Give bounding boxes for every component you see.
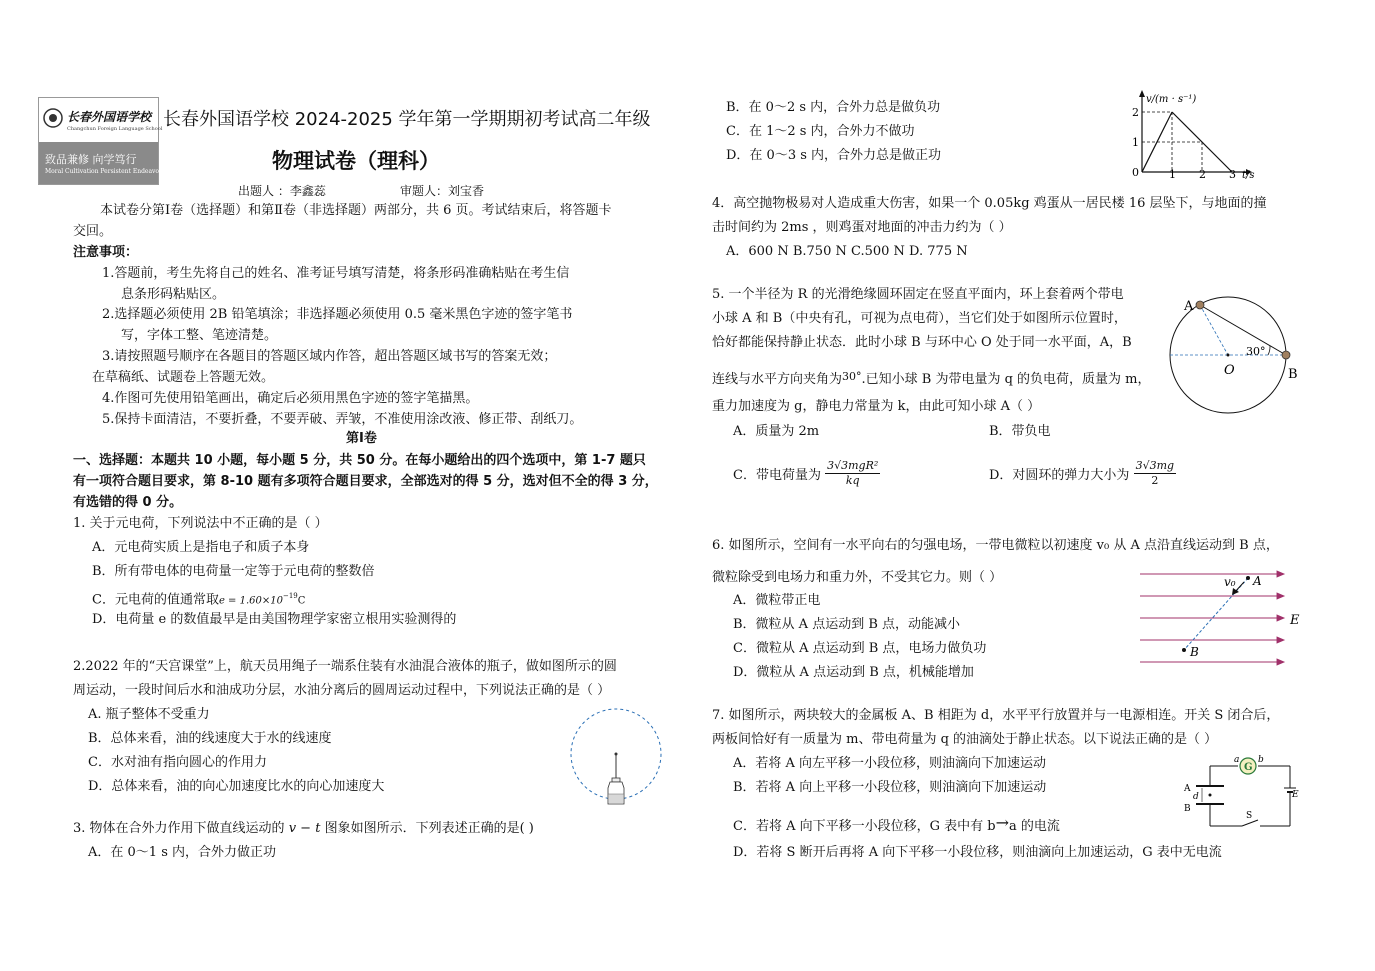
q4-stem-1: 4．高空抛物极易对人造成重大伤害，如果一个 0.05kg 鸡蛋从一居民楼 16 层坠下，与地面的撞 — [712, 196, 1267, 211]
reviewer: 审题人：刘宝香 — [400, 184, 485, 198]
note-4: 4.作图可先使用铅笔画出，确定后必须用黑色字迹的签字笔描黑。 — [102, 391, 479, 406]
q5-stem-3: 恰好都能保持静止状态．此时小球 B 与环中心 O 处于同一水平面，A，B — [712, 335, 1132, 350]
notes-title: 注意事项： — [73, 245, 139, 260]
q5-label-o: O — [1224, 363, 1235, 378]
logo-school-en: Changchun Foreign Language School — [67, 126, 163, 132]
q1-option-a: A．元电荷实质上是指电子和质子本身 — [92, 540, 310, 555]
q5-option-d: D．对圆环的弹力大小为 $\frac{3√3mg}{2}$ — [989, 459, 1175, 487]
q6-label-e: E — [1290, 613, 1300, 628]
q7-circuit-figure — [1180, 754, 1304, 834]
q3-option-a: A．在 0～1 s 内，合外力做正功 — [88, 845, 276, 860]
q3-graph-ytick-2: 2 — [1132, 106, 1139, 119]
section-1-desc-2: 有一项符合题目要求，第 8-10 题有多项符合题目要求，全部选对的得 5 分，选对但不全的得 3 分， — [73, 474, 658, 489]
note-2a: 2.选择题必须使用 2B 铅笔填涂；非选择题必须使用 0.5 毫米黑色字迹的签字笔书 — [102, 307, 573, 322]
q7-label-e: E — [1292, 790, 1299, 800]
q6-option-a: A．微粒带正电 — [733, 593, 821, 608]
section-1-title: 第Ⅰ卷 — [346, 431, 377, 446]
logo-motto-area — [39, 142, 162, 184]
note-2b: 写，字体工整、笔迹清楚。 — [121, 328, 278, 343]
q5-label-a: A — [1184, 299, 1194, 314]
school-logo — [38, 97, 163, 185]
q3-graph-xtick-3: 3 — [1229, 168, 1236, 180]
q1-option-d: D．电荷量 e 的数值最早是由美国物理学家密立根用实验测得的 — [92, 612, 457, 627]
q6-label-v0: v₀ — [1224, 575, 1236, 589]
q3-graph-xtick-2: 2 — [1199, 168, 1206, 180]
q2-option-b: B．总体来看，油的线速度大于水的线速度 — [88, 731, 332, 746]
q2-option-a: A. 瓶子整体不受重力 — [88, 707, 210, 722]
q6-option-b: B．微粒从 A 点运动到 B 点，动能减小 — [733, 617, 961, 632]
q6-stem-1: 6. 如图所示，空间有一水平向右的匀强电场，一带电微粒以初速度 v₀ 从 A 点沿直线运动到 B 点， — [712, 538, 1279, 553]
q3-option-c: C．在 1～2 s 内，合外力不做功 — [726, 124, 915, 139]
q1-option-c: C．元电荷的值通常取$e = 1.60\times 10^{-19}C$ — [92, 592, 306, 608]
q7-option-d: D．若将 S 断开后再将 A 向下平移一小段位移，则油滴向上加速运动，G 表中无电流 — [733, 845, 1222, 860]
q3-graph-xlabel: t/s — [1242, 170, 1255, 180]
q5-option-a: A．质量为 2m — [733, 424, 820, 439]
q2-option-c: C．水对油有指向圆心的作用力 — [88, 755, 267, 770]
q3-graph-xtick-0: 0 — [1132, 166, 1139, 179]
note-3b: 在草稿纸、试题卷上答题无效。 — [92, 370, 275, 385]
q2-stem-2: 周运动，一段时间后水和油成功分层，水油分离后的圆周运动过程中，下列说法正确的是（ ） — [73, 683, 611, 698]
q2-option-d: D．总体来看，油的向心加速度比水的向心加速度大 — [88, 779, 385, 794]
q6-option-c: C．微粒从 A 点运动到 B 点，电场力做负功 — [733, 641, 987, 656]
q5-stem-1: 5. 一个半径为 R 的光滑绝缘圆环固定在竖直平面内，环上套着两个带电 — [712, 287, 1124, 302]
exam-title: 长春外国语学校 2024-2025 学年第一学期期初考试高二年级 — [163, 109, 651, 130]
logo-school-cn: 长春外国语学校 — [67, 110, 152, 124]
q2-figure-bottle-circle — [568, 706, 664, 810]
q7-label-s: S — [1246, 811, 1253, 821]
q5-label-angle: 30° — [1246, 345, 1266, 358]
q7-plate-b: B — [1184, 804, 1191, 814]
q3-option-d: D．在 0～3 s 内，合外力总是做正功 — [726, 148, 942, 163]
q7-option-a: A．若将 A 向左平移一小段位移，则油滴向下加速运动 — [733, 756, 1047, 771]
q2-stem-1: 2.2022 年的“天宫课堂”上，航天员用绳子一端系住装有水油混合液体的瓶子，做如图所示的圆 — [73, 659, 617, 674]
q7-label-b: b — [1258, 755, 1264, 765]
q5-option-c: C．带电荷量为 3√3mgR² kq — [733, 459, 879, 487]
q3-graph-ylabel: v/(m · s⁻¹) — [1146, 94, 1197, 105]
q3-option-b: B．在 0～2 s 内，合外力总是做负功 — [726, 100, 941, 115]
q3-graph-xtick-1: 1 — [1169, 168, 1176, 180]
exam-subtitle: 物理试卷（理科） — [272, 149, 440, 173]
intro-line-2: 交回。 — [73, 224, 113, 239]
q7-label-a: a — [1234, 755, 1240, 765]
q7-option-b: B．若将 A 向上平移一小段位移，则油滴向下加速运动 — [733, 780, 1047, 795]
q6-stem-2: 微粒除受到电场力和重力外，不受其它力。则（ ） — [712, 570, 1003, 585]
logo-motto-en: Moral Cultivation Persistent Endeavor — [45, 168, 162, 175]
section-1-desc-3: 有选错的得 0 分。 — [73, 495, 183, 510]
q6-option-d: D．微粒从 A 点运动到 B 点，机械能增加 — [733, 665, 974, 680]
q6-label-b: B — [1190, 645, 1199, 659]
logo-emblem-area — [39, 98, 163, 142]
logo-motto-cn: 致品兼修 向学笃行 — [45, 153, 137, 166]
q7-stem-1: 7. 如图所示，两块较大的金属板 A、B 相距为 d，水平平行放置并与一电源相连。开关 S 闭合后， — [712, 708, 1280, 723]
q5-stem-2: 小球 A 和 B（中央有孔，可视为点电荷），当它们处于如图所示位置时， — [712, 311, 1127, 326]
q3-vt-graph — [1130, 88, 1262, 180]
intro-line-1: 本试卷分第Ⅰ卷（选择题）和第Ⅱ卷（非选择题）两部分，共 6 页。考试结束后，将答题卡 — [100, 203, 612, 218]
note-5: 5.保持卡面清洁，不要折叠，不要弄破、弄皱，不准使用涂改液、修正带、刮纸刀。 — [102, 412, 583, 427]
q1-option-b: B．所有带电体的电荷量一定等于元电荷的整数倍 — [92, 564, 375, 579]
q7-stem-2: 两板间恰好有一质量为 m、带电荷量为 q 的油滴处于静止状态。以下说法正确的是（ ） — [712, 732, 1218, 747]
q6-field-figure — [1140, 568, 1304, 668]
q5-stem-4: 连线与水平方向夹角为$^{30^\circ}$.已知小球 B 为带电量为 q 的负电荷，质量为 m， — [712, 370, 1151, 387]
q4-stem-2: 击时间约为 2ms ，则鸡蛋对地面的冲击力约为（ ） — [712, 220, 1012, 235]
author: 出题人 ：李鑫蕊 — [238, 184, 326, 198]
q7-plate-a: A — [1184, 784, 1191, 794]
q5-ring-figure — [1168, 290, 1304, 420]
q6-label-a: A — [1253, 574, 1262, 588]
q5-option-b: B．带负电 — [989, 424, 1051, 439]
q5-stem-5: 重力加速度为 g，静电力常量为 k，由此可知小球 A（ ） — [712, 399, 1041, 414]
q4-options: A．600 N B.750 N C.500 N D. 775 N — [726, 244, 968, 259]
q7-option-c: C．若将 A 向下平移一小段位移，G 表中有 b→a 的电流 — [733, 813, 1060, 834]
note-1a: 1.答题前，考生先将自己的姓名、准考证号填写清楚，将条形码准确粘贴在考生信 — [102, 266, 570, 281]
q5-label-b: B — [1288, 367, 1298, 382]
q7-galvanometer-label: G — [1244, 762, 1253, 773]
q3-stem: 3. 物体在合外力作用下做直线运动的 v − t 图象如图所示．下列表述正确的是( ) — [73, 821, 534, 836]
note-3a: 3.请按照题号顺序在各题目的答题区域内作答，超出答题区域书写的答案无效； — [102, 349, 557, 364]
q1-stem: 1. 关于元电荷，下列说法中不正确的是（ ） — [73, 516, 328, 531]
q7-label-d: d — [1193, 792, 1199, 802]
note-1b: 息条形码粘贴区。 — [121, 287, 226, 302]
section-1-desc-1: 一、选择题：本题共 10 小题，每小题 5 分，共 50 分。在每小题给出的四个选项中，第 1-7 题只 — [73, 453, 646, 468]
q3-graph-ytick-1: 1 — [1132, 136, 1139, 149]
